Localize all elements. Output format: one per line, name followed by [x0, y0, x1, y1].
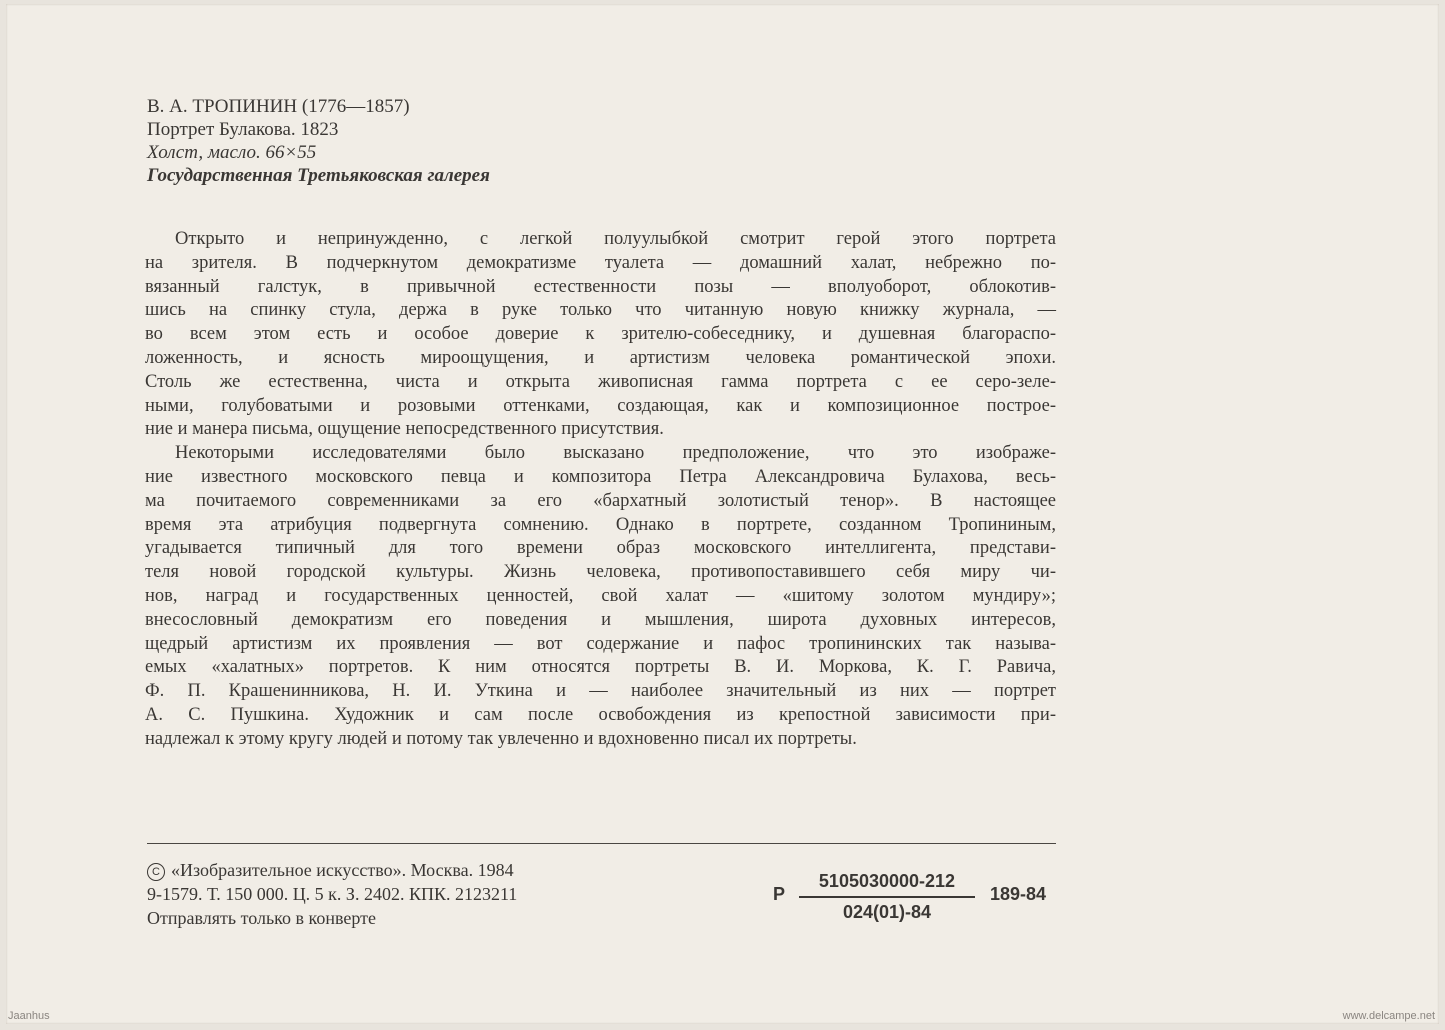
description-text — [145, 228, 1056, 752]
index-denominator: 024(01)-84 — [842, 901, 932, 922]
text-line: Ф. П. Крашенинникова, Н. И. Уткина и — наиболее значительный из них — портрет — [145, 681, 1056, 702]
text-line: надлежал к этому кругу людей и потому так увлеченно и вдохновенно писал их портреты. — [145, 728, 857, 749]
text-line: во всем этом есть и особое доверие к зрителю-собеседнику, и душевная благораспо- — [145, 324, 1056, 345]
text-line: Некоторыми исследователями было высказано предположение, что это изображе- — [175, 443, 1056, 464]
artist-name: В. А. ТРОПИНИН (1776—1857) — [147, 96, 410, 117]
watermark-right: www.delcampe.net — [1342, 1010, 1435, 1022]
publisher-text: «Изобразительное искусство». Москва. 1984 — [171, 860, 514, 880]
index-numerator: 5105030000-212 — [818, 871, 956, 891]
text-line: ложенность, и ясность мироощущения, и артистизм человека романтической эпохи. — [145, 347, 1056, 368]
imprint-block — [147, 858, 517, 930]
text-line: емых «халатных» портретов. К ним относятся портреты В. И. Моркова, К. Г. Равича, — [145, 657, 1056, 678]
text-line: щедрый артистизм их проявления — вот содержание и пафос тропининских так называ- — [145, 633, 1056, 654]
text-line: ние известного московского певца и композитора Петра Александровича Булахова, весь- — [145, 466, 1056, 487]
text-line: Открыто и непринужденно, с легкой полуулыбкой смотрит герой этого портрета — [175, 229, 1056, 249]
paragraph-2 — [145, 442, 1056, 751]
text-line: Столь же естественна, чиста и открыта живописная гамма портрета с ее серо-зеле- — [145, 371, 1056, 392]
text-line: А. С. Пушкина. Художник и сам после освобождения из крепостной зависимости при- — [145, 704, 1056, 725]
index-code: 189-84 — [990, 884, 1047, 904]
artwork-collection: Государственная Третьяковская галерея — [147, 165, 490, 186]
text-line: внесословный демократизм его поведения и мышления, широта духовных интересов, — [145, 609, 1056, 630]
copyright-icon: C — [147, 863, 165, 881]
artwork-medium: Холст, масло. 66×55 — [147, 142, 317, 163]
publisher-line — [147, 858, 517, 882]
print-info: 9-1579. Т. 150 000. Ц. 5 к. З. 2402. КПК. 2123211 — [147, 884, 518, 904]
text-line: вязанный галстук, в привычной естественности позы — вполуоборот, облокотив- — [145, 276, 1056, 297]
text-line: угадывается типичный для того времени образ московского интеллигента, представи- — [145, 538, 1056, 559]
catalog-index-fraction — [799, 871, 975, 923]
index-letter: Р — [773, 884, 786, 904]
artwork-title: Портрет Булакова. 1823 — [147, 119, 339, 140]
text-line: ными, голубоватыми и розовыми оттенками, создающая, как и композиционное построе- — [145, 395, 1056, 416]
footer-divider — [147, 843, 1056, 844]
text-line: время эта атрибуция подвергнута сомнению. Однако в портрете, созданном Тропининым, — [145, 514, 1056, 535]
text-line: шись на спинку стула, держа в руке только что читанную новую книжку журнала, — — [145, 300, 1056, 321]
watermark-left: Jaanhus — [8, 1010, 50, 1022]
text-line: ма почитаемого современниками за его «бархатный золотистый тенор». В настоящее — [145, 490, 1056, 511]
text-line: нов, наград и государственных ценностей, свой халат — «шитому золотом мундиру»; — [145, 585, 1056, 606]
caption-header — [147, 95, 490, 187]
text-line: ние и манера письма, ощущение непосредственного присутствия. — [145, 419, 664, 440]
text-line: теля новой городской культуры. Жизнь человека, противопоставившего себя миру чи- — [145, 562, 1056, 583]
paragraph-1 — [145, 228, 1056, 442]
mailing-note: Отправлять только в конверте — [147, 908, 376, 928]
text-line: на зрителя. В подчеркнутом демократизме туалета — домашний халат, небрежно по- — [145, 252, 1056, 273]
